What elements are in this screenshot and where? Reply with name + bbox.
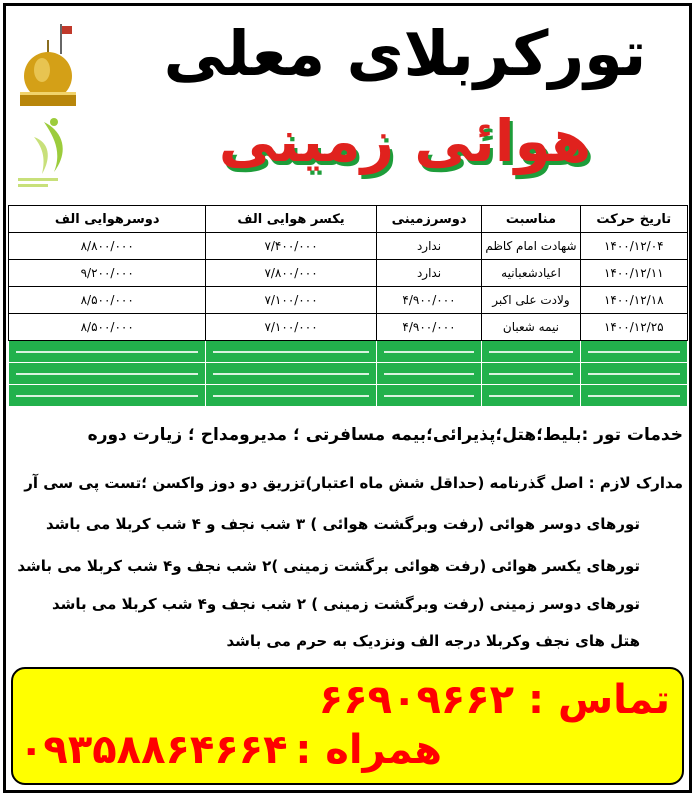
cell-round: ۸/۸۰۰/۰۰۰	[9, 233, 206, 260]
hotels-text: هتل های نجف وکربلا درجه الف ونزدیک به حرم می باشد	[226, 632, 640, 650]
table-row	[9, 287, 688, 314]
cell-ground: ندارد	[376, 233, 482, 260]
mobile-number[interactable]: ۰۹۳۵۸۸۶۴۶۶۴	[19, 727, 288, 773]
price-table	[8, 205, 688, 407]
cell-date: ۱۴۰۰/۱۲/۱۱	[580, 260, 687, 287]
shrine-dome-icon	[14, 20, 84, 110]
table-row	[9, 260, 688, 287]
table-header-row	[9, 206, 688, 233]
tour-oneway-air-text: تورهای یکسر هوائی (رفت هوائی برگشت زمینی )۲ شب نجف و۴ شب کربلا می باشد	[17, 557, 640, 575]
cell-oneway: ۷/۸۰۰/۰۰۰	[206, 260, 376, 287]
header-date: تاریخ حرکت	[580, 206, 687, 233]
blank-green-row	[9, 341, 688, 363]
table-row	[9, 314, 688, 341]
blank-green-row	[9, 363, 688, 385]
cell-oneway: ۷/۱۰۰/۰۰۰	[206, 314, 376, 341]
cell-occasion: ولادت علی اکبر	[482, 287, 580, 314]
documents-text: مدارک لازم : اصل گذرنامه (حداقل شش ماه اعتبار)تزریق دو دوز واکسن ؛تست پی سی آر	[24, 474, 683, 492]
tour-round-air-text: تورهای دوسر هوائی (رفت وبرگشت هوائی ) ۳ شب نجف و ۴ شب کربلا می باشد	[45, 515, 640, 533]
cell-occasion: نیمه شعبان	[482, 314, 580, 341]
table-row	[9, 233, 688, 260]
mobile-label: همراه :	[295, 727, 442, 773]
page-subtitle: هوائی زمینی	[218, 107, 592, 175]
cell-occasion: اعیادشعبانیه	[482, 260, 580, 287]
page-title: تورکربلای معلی	[163, 17, 647, 90]
header-ground: دوسرزمینی	[376, 206, 482, 233]
header-round: دوسرهوایی الف	[9, 206, 206, 233]
services-text: خدمات تور :بلیط؛هتل؛پذیرائی؛بیمه مسافرتی ؛ مدیرومداح ؛ زیارت دوره	[87, 425, 683, 445]
cell-round: ۸/۵۰۰/۰۰۰	[9, 287, 206, 314]
cell-oneway: ۷/۴۰۰/۰۰۰	[206, 233, 376, 260]
cell-occasion: شهادت امام کاظم	[482, 233, 580, 260]
cell-date: ۱۴۰۰/۱۲/۰۴	[580, 233, 687, 260]
cell-ground: ۴/۹۰۰/۰۰۰	[376, 314, 482, 341]
cell-ground: ندارد	[376, 260, 482, 287]
cell-round: ۸/۵۰۰/۰۰۰	[9, 314, 206, 341]
blank-green-row	[9, 385, 688, 407]
cell-date: ۱۴۰۰/۱۲/۲۵	[580, 314, 687, 341]
cell-oneway: ۷/۱۰۰/۰۰۰	[206, 287, 376, 314]
cell-ground: ۴/۹۰۰/۰۰۰	[376, 287, 482, 314]
tour-round-ground-text: تورهای دوسر زمینی (رفت وبرگشت زمینی ) ۲ شب نجف و۴ شب کربلا می باشد	[52, 595, 640, 613]
contact-box	[11, 667, 684, 785]
header-oneway: یکسر هوایی الف	[206, 206, 376, 233]
agency-logo-icon	[14, 112, 84, 192]
cell-date: ۱۴۰۰/۱۲/۱۸	[580, 287, 687, 314]
header-occasion: مناسبت	[482, 206, 580, 233]
phone-number[interactable]: تماس : ۶۶۹۰۹۶۶۲	[318, 677, 670, 723]
cell-round: ۹/۲۰۰/۰۰۰	[9, 260, 206, 287]
